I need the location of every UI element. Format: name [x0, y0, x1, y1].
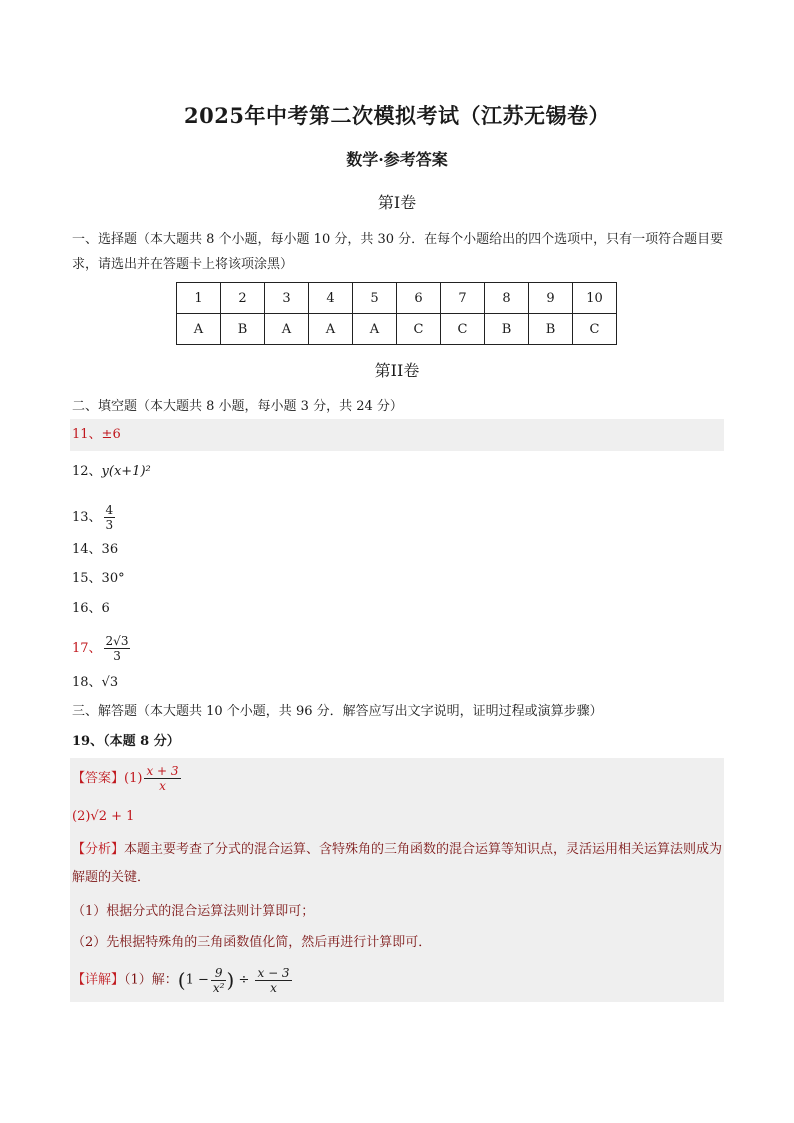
section-1-instructions: 一、选择题（本大题共 8 个小题，每小题 10 分，共 30 分．在每个小题给出的四个选项中，只有一项符合题目要求，请选出并在答题卡上将该项涂黑） — [72, 232, 724, 272]
fraction — [255, 966, 291, 995]
table-cell: A — [265, 314, 309, 345]
table-cell: 2 — [221, 283, 265, 314]
table-cell: C — [397, 314, 441, 345]
page-title: 2025年中考第二次模拟考试（江苏无锡卷） — [184, 103, 610, 128]
q19-analysis — [72, 836, 724, 892]
question-number: 15、 — [72, 571, 102, 586]
part-1-label: (1) — [124, 771, 143, 786]
analysis-tag: 【分析】 — [72, 842, 125, 857]
fraction-numerator: 2√3 — [105, 634, 129, 648]
highlight-band — [70, 419, 724, 451]
answer-value: y(x+1)² — [101, 464, 151, 479]
volume-2-heading: 第II卷 — [374, 361, 420, 380]
fraction-numerator: 9 — [211, 966, 227, 981]
fill-answer-14 — [72, 539, 118, 561]
detail-text: （1）解： — [124, 972, 178, 988]
question-number: 14、 — [72, 542, 102, 557]
answer-value: 6 — [101, 601, 110, 616]
table-cell: C — [573, 314, 617, 345]
table-cell: B — [221, 314, 265, 345]
fraction-denominator: 3 — [105, 518, 114, 532]
table-cell: C — [441, 314, 485, 345]
division-operator: ÷ — [238, 972, 250, 988]
analysis-text: 本题主要考查了分式的混合运算、含特殊角的三角函数的混合运算等知识点，灵活运用相关运算法则成为解题的关键． — [72, 842, 723, 885]
fill-answer-11 — [72, 424, 121, 446]
table-cell: 6 — [397, 283, 441, 314]
fraction-numerator: 4 — [105, 503, 114, 517]
table-cell: 5 — [353, 283, 397, 314]
fraction-denominator: x² — [212, 980, 225, 995]
q19-part-2: (2)√2 + 1 — [72, 809, 135, 824]
table-cell: 8 — [485, 283, 529, 314]
fraction-numerator: x + 3 — [146, 764, 179, 778]
volume-1-heading: 第Ⅰ卷 — [377, 193, 417, 212]
q19-detail — [72, 962, 292, 998]
question-number: 11、 — [72, 427, 102, 442]
fill-answer-17 — [72, 634, 130, 664]
q19-point-1: （1）根据分式的混合运算法则计算即可； — [72, 904, 315, 919]
fraction-numerator: x − 3 — [257, 965, 290, 980]
answer-table-answers-row — [177, 314, 617, 345]
table-cell: B — [529, 314, 573, 345]
table-cell: 10 — [573, 283, 617, 314]
fraction — [144, 764, 180, 793]
fraction-denominator: x — [270, 980, 277, 995]
fill-answer-12 — [72, 461, 151, 483]
table-cell: 3 — [265, 283, 309, 314]
table-cell: 9 — [529, 283, 573, 314]
table-cell: 1 — [177, 283, 221, 314]
table-cell: A — [353, 314, 397, 345]
answer-value: ±6 — [101, 427, 121, 442]
question-number: 12、 — [72, 464, 102, 479]
section-2-instructions: 二、填空题（本大题共 8 小题，每小题 3 分，共 24 分） — [72, 399, 403, 414]
answer-table-numbers-row — [177, 283, 617, 314]
paren-open: ( — [177, 968, 186, 992]
detail-tag: 【详解】 — [72, 972, 125, 988]
fill-answer-15 — [72, 568, 125, 590]
fraction — [104, 634, 131, 663]
paren-close: ) — [226, 968, 235, 992]
answer-tag: 【答案】 — [72, 771, 125, 786]
question-19-heading: 19、（本题 8 分） — [72, 734, 180, 749]
answer-table — [176, 282, 617, 345]
page-subtitle: 数学·参考答案 — [346, 150, 448, 169]
fraction — [104, 503, 116, 532]
answer-value: 36 — [101, 542, 119, 557]
table-cell: A — [309, 314, 353, 345]
fraction — [211, 966, 227, 995]
q19-answer-line — [72, 762, 181, 796]
expr-left: 1 − — [185, 972, 209, 988]
fill-answer-16 — [72, 598, 110, 620]
question-number: 13、 — [72, 510, 102, 525]
answer-value: √3 — [101, 675, 119, 690]
question-number: 18、 — [72, 675, 102, 690]
table-cell: 7 — [441, 283, 485, 314]
fill-answer-13 — [72, 503, 115, 533]
question-number: 16、 — [72, 601, 102, 616]
question-number: 17、 — [72, 641, 102, 656]
fraction-denominator: x — [159, 779, 166, 793]
table-cell: 4 — [309, 283, 353, 314]
fill-answer-18 — [72, 672, 118, 694]
q19-point-2: （2）先根据特殊角的三角函数值化简，然后再进行计算即可． — [72, 935, 432, 950]
table-cell: A — [177, 314, 221, 345]
answer-value: 30° — [101, 571, 125, 586]
table-cell: B — [485, 314, 529, 345]
fraction-denominator: 3 — [113, 649, 121, 663]
section-3-instructions: 三、解答题（本大题共 10 个小题，共 96 分．解答应写出文字说明，证明过程或演算步骤） — [72, 704, 603, 719]
